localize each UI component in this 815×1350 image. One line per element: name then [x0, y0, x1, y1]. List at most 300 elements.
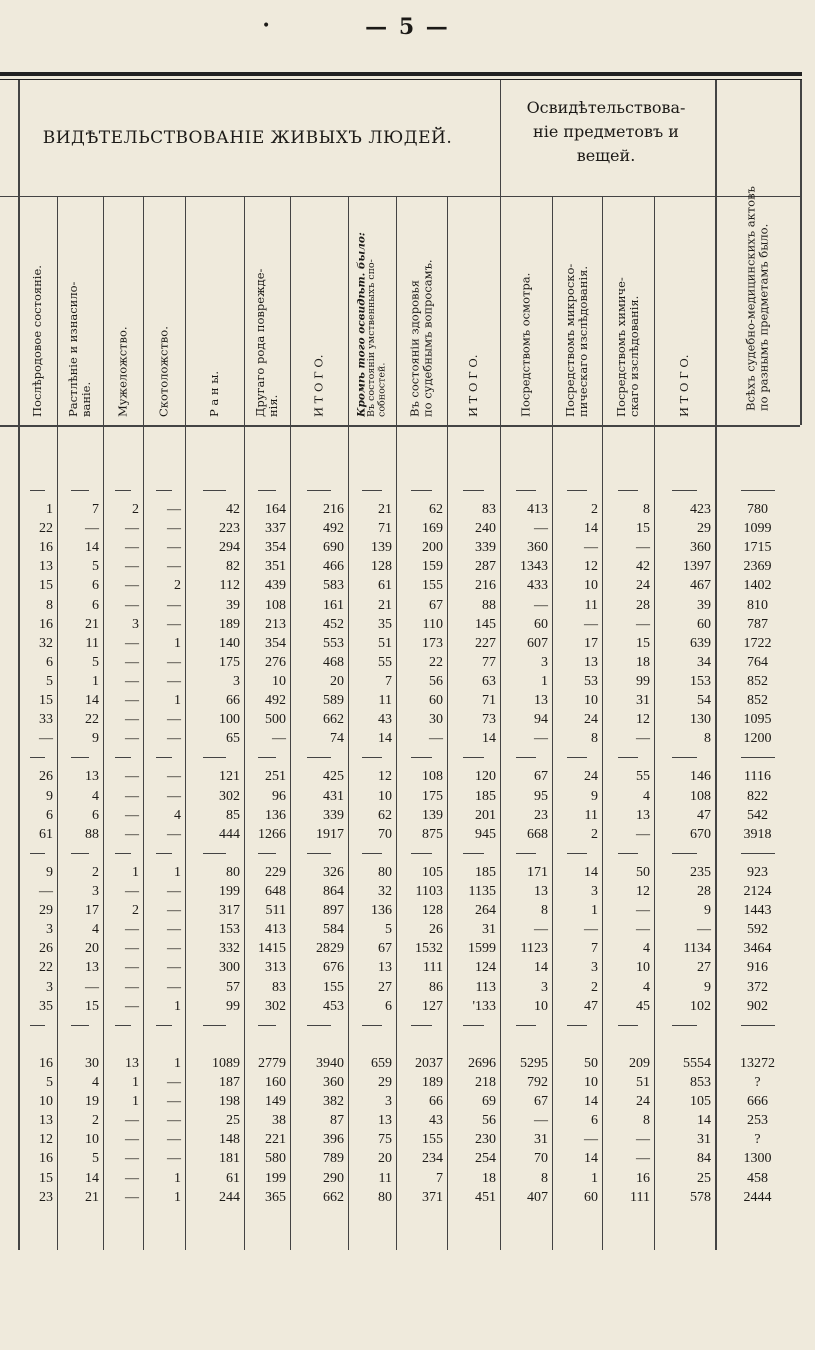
- separator-dash: [463, 1025, 484, 1026]
- table-cell: 2: [92, 864, 99, 880]
- table-row: [0, 767, 800, 786]
- table-cell: 32: [378, 884, 392, 899]
- table-cell: —: [584, 922, 598, 938]
- table-cell: 3940: [316, 1055, 344, 1071]
- table-cell: 9: [591, 788, 598, 804]
- table-cell: 3: [591, 960, 598, 976]
- separator-dash: [463, 853, 484, 854]
- table-cell: 1402: [743, 578, 772, 594]
- table-cell: 244: [219, 1189, 240, 1205]
- table-cell: 852: [747, 673, 768, 689]
- table-cell: 149: [265, 1094, 286, 1110]
- table-cell: 82: [226, 559, 240, 575]
- table-cell: 5: [92, 559, 99, 575]
- column-header-line: по разнымъ предметамъ было.: [756, 223, 771, 411]
- table-cell: 227: [475, 635, 496, 651]
- table-cell: —: [85, 979, 99, 995]
- table-cell: 200: [422, 540, 443, 556]
- table-cell: 14: [584, 864, 598, 880]
- table-cell: 7: [92, 502, 99, 517]
- separator-dash: [463, 490, 484, 491]
- table-cell: 155: [323, 979, 344, 995]
- table-cell: 15: [39, 693, 53, 708]
- column-header-15: [718, 88, 797, 411]
- table-cell: 10: [584, 578, 598, 594]
- table-cell: 22: [85, 712, 99, 728]
- table-cell: 99: [226, 998, 240, 1014]
- table-cell: 4: [643, 788, 650, 804]
- table-row: [0, 538, 800, 557]
- table-cell: 29: [378, 1075, 392, 1090]
- table-cell: —: [167, 540, 181, 556]
- table-cell: 189: [219, 616, 240, 632]
- table-cell: 864: [323, 884, 344, 899]
- table-row: [0, 997, 800, 1016]
- table-cell: 1123: [520, 941, 548, 957]
- column-header-line: И Т О Г О.: [311, 354, 326, 417]
- table-top-rule: [0, 72, 802, 76]
- table-cell: 128: [371, 559, 392, 575]
- separator-dash: [115, 757, 131, 758]
- table-cell: 4: [92, 1075, 99, 1090]
- table-cell: 433: [527, 578, 548, 594]
- page-mark: •: [262, 18, 271, 34]
- table-cell: 251: [265, 769, 286, 785]
- table-cell: 185: [475, 788, 496, 804]
- table-cell: 2444: [743, 1189, 772, 1205]
- table-cell: 63: [482, 673, 496, 689]
- table-cell: 1200: [743, 731, 772, 747]
- table-cell: 14: [85, 1170, 99, 1186]
- table-cell: —: [125, 769, 139, 785]
- table-cell: 127: [422, 998, 443, 1014]
- table-cell: —: [584, 616, 598, 632]
- table-cell: 10: [636, 960, 650, 976]
- table-cell: —: [125, 826, 139, 842]
- table-cell: —: [125, 635, 139, 651]
- table-cell: 902: [747, 998, 768, 1014]
- table-cell: 542: [747, 807, 768, 823]
- separator-dash: [307, 853, 330, 854]
- table-cell: 153: [219, 922, 240, 938]
- separator-dash: [203, 757, 227, 758]
- table-cell: 19: [85, 1094, 99, 1110]
- separator-dash: [672, 853, 696, 854]
- table-cell: 51: [378, 635, 392, 651]
- separator-dash: [115, 490, 131, 491]
- table-cell: 360: [323, 1075, 344, 1090]
- table-cell: 50: [584, 1055, 598, 1071]
- table-cell: 676: [323, 960, 344, 976]
- table-cell: 13: [378, 960, 392, 976]
- table-cell: 153: [690, 673, 711, 689]
- table-cell: 1: [174, 1170, 181, 1186]
- table-cell: 14: [584, 1094, 598, 1110]
- table-cell: 6: [92, 597, 99, 613]
- table-cell: 3: [541, 654, 548, 670]
- table-cell: 2: [132, 502, 139, 517]
- table-cell: 16: [39, 1151, 53, 1167]
- table-cell: 3: [233, 673, 240, 689]
- table-cell: 87: [330, 1113, 344, 1129]
- table-cell: 396: [323, 1132, 344, 1148]
- separator-dash: [672, 757, 696, 758]
- table-cell: 10: [378, 788, 392, 804]
- table-cell: —: [125, 673, 139, 689]
- table-cell: 51: [636, 1075, 650, 1090]
- separator-dash: [258, 490, 276, 491]
- table-cell: 1: [174, 1189, 181, 1205]
- table-cell: —: [125, 521, 139, 537]
- table-cell: 39: [226, 597, 240, 613]
- table-cell: 15: [39, 578, 53, 594]
- table-cell: 66: [226, 693, 240, 708]
- table-cell: —: [534, 922, 548, 938]
- table-cell: 100: [219, 712, 240, 728]
- table-cell: 21: [378, 502, 392, 517]
- table-cell: —: [429, 731, 443, 747]
- table-cell: 32: [39, 635, 53, 651]
- table-cell: —: [167, 654, 181, 670]
- table-cell: 337: [265, 521, 286, 537]
- table-cell: 12: [636, 712, 650, 728]
- table-cell: —: [167, 1113, 181, 1129]
- table-cell: 148: [219, 1132, 240, 1148]
- table-cell: 96: [272, 788, 286, 804]
- table-cell: 10: [534, 998, 548, 1014]
- table-cell: —: [636, 1132, 650, 1148]
- group-title-objects-line1: Освидѣтельствова-: [526, 98, 686, 117]
- table-cell: 2829: [316, 941, 344, 957]
- separator-dash: [307, 757, 330, 758]
- table-cell: 30: [429, 712, 443, 728]
- table-row: [0, 978, 800, 997]
- table-cell: 3: [46, 922, 53, 938]
- table-cell: 160: [265, 1075, 286, 1090]
- table-cell: 35: [39, 998, 53, 1014]
- column-header-1: [21, 202, 54, 417]
- table-cell: 2369: [743, 559, 772, 575]
- table-cell: 21: [85, 1189, 99, 1205]
- table-cell: 21: [85, 616, 99, 632]
- table-cell: 668: [527, 826, 548, 842]
- column-header-6: [247, 202, 287, 417]
- table-cell: 1300: [743, 1151, 772, 1167]
- table-cell: 423: [690, 502, 711, 517]
- table-cell: 1: [174, 998, 181, 1014]
- separator-dash: [30, 1025, 46, 1026]
- table-cell: —: [167, 1075, 181, 1090]
- table-row: [0, 901, 800, 920]
- table-cell: —: [125, 1189, 139, 1205]
- table-cell: 14: [85, 693, 99, 708]
- column-header-line: Посредствомъ микроско-: [563, 263, 577, 417]
- table-cell: 589: [323, 693, 344, 708]
- table-cell: ?: [754, 1132, 761, 1148]
- table-top-rule-thin: [0, 79, 802, 80]
- table-cell: 71: [482, 693, 496, 708]
- table-cell: 1715: [743, 540, 772, 556]
- table-cell: 662: [323, 712, 344, 728]
- table-cell: —: [125, 884, 139, 899]
- column-header-3: [106, 202, 140, 417]
- table-cell: 71: [378, 521, 392, 537]
- table-row: [0, 1188, 800, 1207]
- table-cell: 199: [265, 1170, 286, 1186]
- table-cell: 14: [697, 1113, 711, 1129]
- table-cell: 287: [475, 559, 496, 575]
- table-cell: 780: [747, 502, 768, 517]
- column-header-line: Мужеложство.: [115, 326, 130, 417]
- column-header-10: [450, 202, 497, 417]
- table-cell: 6: [92, 807, 99, 823]
- table-cell: 198: [219, 1094, 240, 1110]
- table-cell: 23: [534, 807, 548, 823]
- table-cell: 230: [475, 1132, 496, 1148]
- table-cell: 580: [265, 1151, 286, 1167]
- table-cell: 2: [174, 578, 181, 594]
- table-cell: 24: [584, 712, 598, 728]
- table-cell: 70: [378, 826, 392, 842]
- table-cell: 15: [85, 998, 99, 1014]
- separator-dash: [741, 490, 775, 491]
- table-cell: —: [167, 559, 181, 575]
- table-cell: 332: [219, 941, 240, 957]
- table-cell: 136: [265, 807, 286, 823]
- separator-dash: [567, 1025, 587, 1026]
- table-cell: 7: [385, 673, 392, 689]
- table-cell: 42: [636, 559, 650, 575]
- table-cell: 439: [265, 578, 286, 594]
- table-row: [0, 1092, 800, 1111]
- separator-dash: [672, 490, 696, 491]
- table-cell: —: [167, 922, 181, 938]
- table-cell: 789: [323, 1151, 344, 1167]
- table-cell: —: [167, 1094, 181, 1110]
- separator-dash: [741, 757, 775, 758]
- column-header-line: Посредствомъ осмотра.: [518, 272, 533, 417]
- table-cell: 13: [85, 769, 99, 785]
- table-cell: 7: [436, 1170, 443, 1186]
- table-cell: 99: [636, 673, 650, 689]
- table-cell: 1: [591, 1170, 598, 1186]
- table-cell: 453: [323, 998, 344, 1014]
- table-cell: 15: [636, 635, 650, 651]
- table-cell: 339: [323, 807, 344, 823]
- table-row: [0, 825, 800, 844]
- table-cell: 764: [747, 654, 768, 670]
- table-cell: —: [636, 1151, 650, 1167]
- table-cell: 56: [482, 1113, 496, 1129]
- table-cell: 34: [697, 654, 711, 670]
- table-cell: 14: [534, 960, 548, 976]
- table-cell: —: [125, 1113, 139, 1129]
- separator-dash: [463, 757, 484, 758]
- separator-dash: [156, 853, 173, 854]
- table-cell: 3918: [743, 826, 772, 842]
- table-row: [0, 939, 800, 958]
- table-cell: 108: [265, 597, 286, 613]
- table-cell: 302: [265, 998, 286, 1014]
- column-header-9: [399, 202, 444, 417]
- column-header-line: ваніе.: [79, 381, 93, 417]
- table-cell: 67: [534, 1094, 548, 1110]
- table-cell: —: [636, 540, 650, 556]
- table-cell: 61: [378, 578, 392, 594]
- separator-dash: [71, 1025, 89, 1026]
- table-cell: 55: [636, 769, 650, 785]
- table-cell: 5295: [520, 1055, 548, 1071]
- table-cell: 2124: [743, 884, 772, 899]
- column-header-line: Другаго рода поврежде-: [253, 268, 267, 417]
- table-cell: 13: [39, 1113, 53, 1129]
- table-cell: 111: [423, 960, 443, 976]
- table-cell: 2037: [415, 1055, 443, 1071]
- table-cell: —: [125, 540, 139, 556]
- table-cell: 607: [527, 635, 548, 651]
- table-cell: 35: [378, 616, 392, 632]
- column-header-line: по судебнымъ вопросамъ.: [420, 259, 435, 417]
- table-cell: 923: [747, 864, 768, 880]
- column-header-8: [351, 202, 393, 417]
- column-header-line: Посредствомъ химиче-: [614, 277, 628, 417]
- table-row: [0, 576, 800, 595]
- table-cell: 290: [323, 1170, 344, 1186]
- table-cell: 83: [482, 502, 496, 517]
- table-cell: 155: [422, 578, 443, 594]
- table-cell: 26: [39, 941, 53, 957]
- separator-dash: [203, 853, 227, 854]
- table-cell: 128: [422, 903, 443, 919]
- separator-dash: [30, 490, 46, 491]
- table-cell: 74: [330, 731, 344, 747]
- table-cell: —: [534, 521, 548, 537]
- table-cell: 6: [591, 1113, 598, 1129]
- table-cell: 120: [475, 769, 496, 785]
- table-cell: —: [125, 559, 139, 575]
- table-cell: 95: [534, 788, 548, 804]
- table-cell: 302: [219, 788, 240, 804]
- table-cell: ?: [754, 1075, 761, 1090]
- table-cell: 3: [591, 884, 598, 899]
- table-cell: 16: [39, 616, 53, 632]
- table-cell: 189: [422, 1075, 443, 1090]
- table-cell: 201: [475, 807, 496, 823]
- table-cell: 916: [747, 960, 768, 976]
- table-cell: 146: [690, 769, 711, 785]
- table-cell: 852: [747, 693, 768, 708]
- table-cell: 55: [378, 654, 392, 670]
- table-row: [0, 653, 800, 672]
- table-cell: 584: [323, 922, 344, 938]
- table-cell: 12: [378, 769, 392, 785]
- table-cell: 29: [39, 903, 53, 919]
- table-cell: 1103: [415, 884, 443, 899]
- table-cell: 61: [39, 826, 53, 842]
- separator-dash: [411, 1025, 431, 1026]
- column-header-11: [503, 202, 549, 417]
- column-header-line: Кромѣ того освидѣт. было:: [355, 232, 368, 417]
- table-row: [0, 500, 800, 519]
- table-cell: 317: [219, 903, 240, 919]
- separator-dash: [362, 757, 381, 758]
- table-cell: 29: [697, 521, 711, 537]
- table-cell: 175: [422, 788, 443, 804]
- column-header-12: [555, 202, 599, 417]
- separator-dash: [618, 490, 639, 491]
- table-row: [0, 1054, 800, 1073]
- table-cell: 12: [39, 1132, 53, 1148]
- table-cell: 9: [92, 731, 99, 747]
- table-cell: 85: [226, 807, 240, 823]
- separator-dash: [258, 757, 276, 758]
- separator-dash: [516, 490, 537, 491]
- table-cell: 13: [534, 884, 548, 899]
- table-cell: 50: [636, 864, 650, 880]
- table-cell: —: [167, 521, 181, 537]
- table-cell: 300: [219, 960, 240, 976]
- table-cell: 1397: [683, 559, 711, 575]
- table-row: [0, 557, 800, 576]
- table-cell: 17: [584, 635, 598, 651]
- table-cell: —: [534, 1113, 548, 1129]
- table-row: [0, 634, 800, 653]
- table-cell: 666: [747, 1094, 768, 1110]
- separator-dash: [71, 490, 89, 491]
- table-cell: —: [125, 1151, 139, 1167]
- table-cell: 14: [378, 731, 392, 747]
- table-row: [0, 672, 800, 691]
- table-cell: —: [125, 941, 139, 957]
- column-header-line: Въ состояніи умственныхъ спо-: [365, 259, 377, 417]
- table-cell: —: [167, 673, 181, 689]
- table-cell: 1116: [744, 769, 771, 785]
- table-cell: 105: [422, 864, 443, 880]
- separator-dash: [258, 1025, 276, 1026]
- table-row: [0, 519, 800, 538]
- table-cell: 8: [591, 731, 598, 747]
- table-cell: 80: [226, 864, 240, 880]
- table-cell: 659: [371, 1055, 392, 1071]
- table-cell: —: [636, 903, 650, 919]
- separator-dash: [115, 853, 131, 854]
- table-cell: 8: [643, 502, 650, 517]
- table-cell: 1599: [468, 941, 496, 957]
- table-cell: 371: [422, 1189, 443, 1205]
- table-cell: 875: [422, 826, 443, 842]
- table-cell: 5: [46, 673, 53, 689]
- table-cell: 27: [378, 979, 392, 995]
- separator-dash: [362, 490, 381, 491]
- table-cell: 1: [174, 1055, 181, 1071]
- table-cell: 22: [39, 521, 53, 537]
- table-row: [0, 1130, 800, 1149]
- column-header-line: скаго изслѣдованія.: [627, 295, 641, 417]
- separator-dash: [672, 1025, 696, 1026]
- table-cell: 339: [475, 540, 496, 556]
- separator-dash: [203, 1025, 227, 1026]
- table-cell: —: [636, 826, 650, 842]
- table-cell: 1135: [468, 884, 496, 899]
- table-cell: 108: [422, 769, 443, 785]
- table-cell: —: [125, 597, 139, 613]
- table-cell: 3: [46, 979, 53, 995]
- table-cell: 45: [636, 998, 650, 1014]
- table-cell: 66: [429, 1094, 443, 1110]
- table-cell: 1: [591, 903, 598, 919]
- table-cell: 5: [385, 922, 392, 938]
- table-cell: 431: [323, 788, 344, 804]
